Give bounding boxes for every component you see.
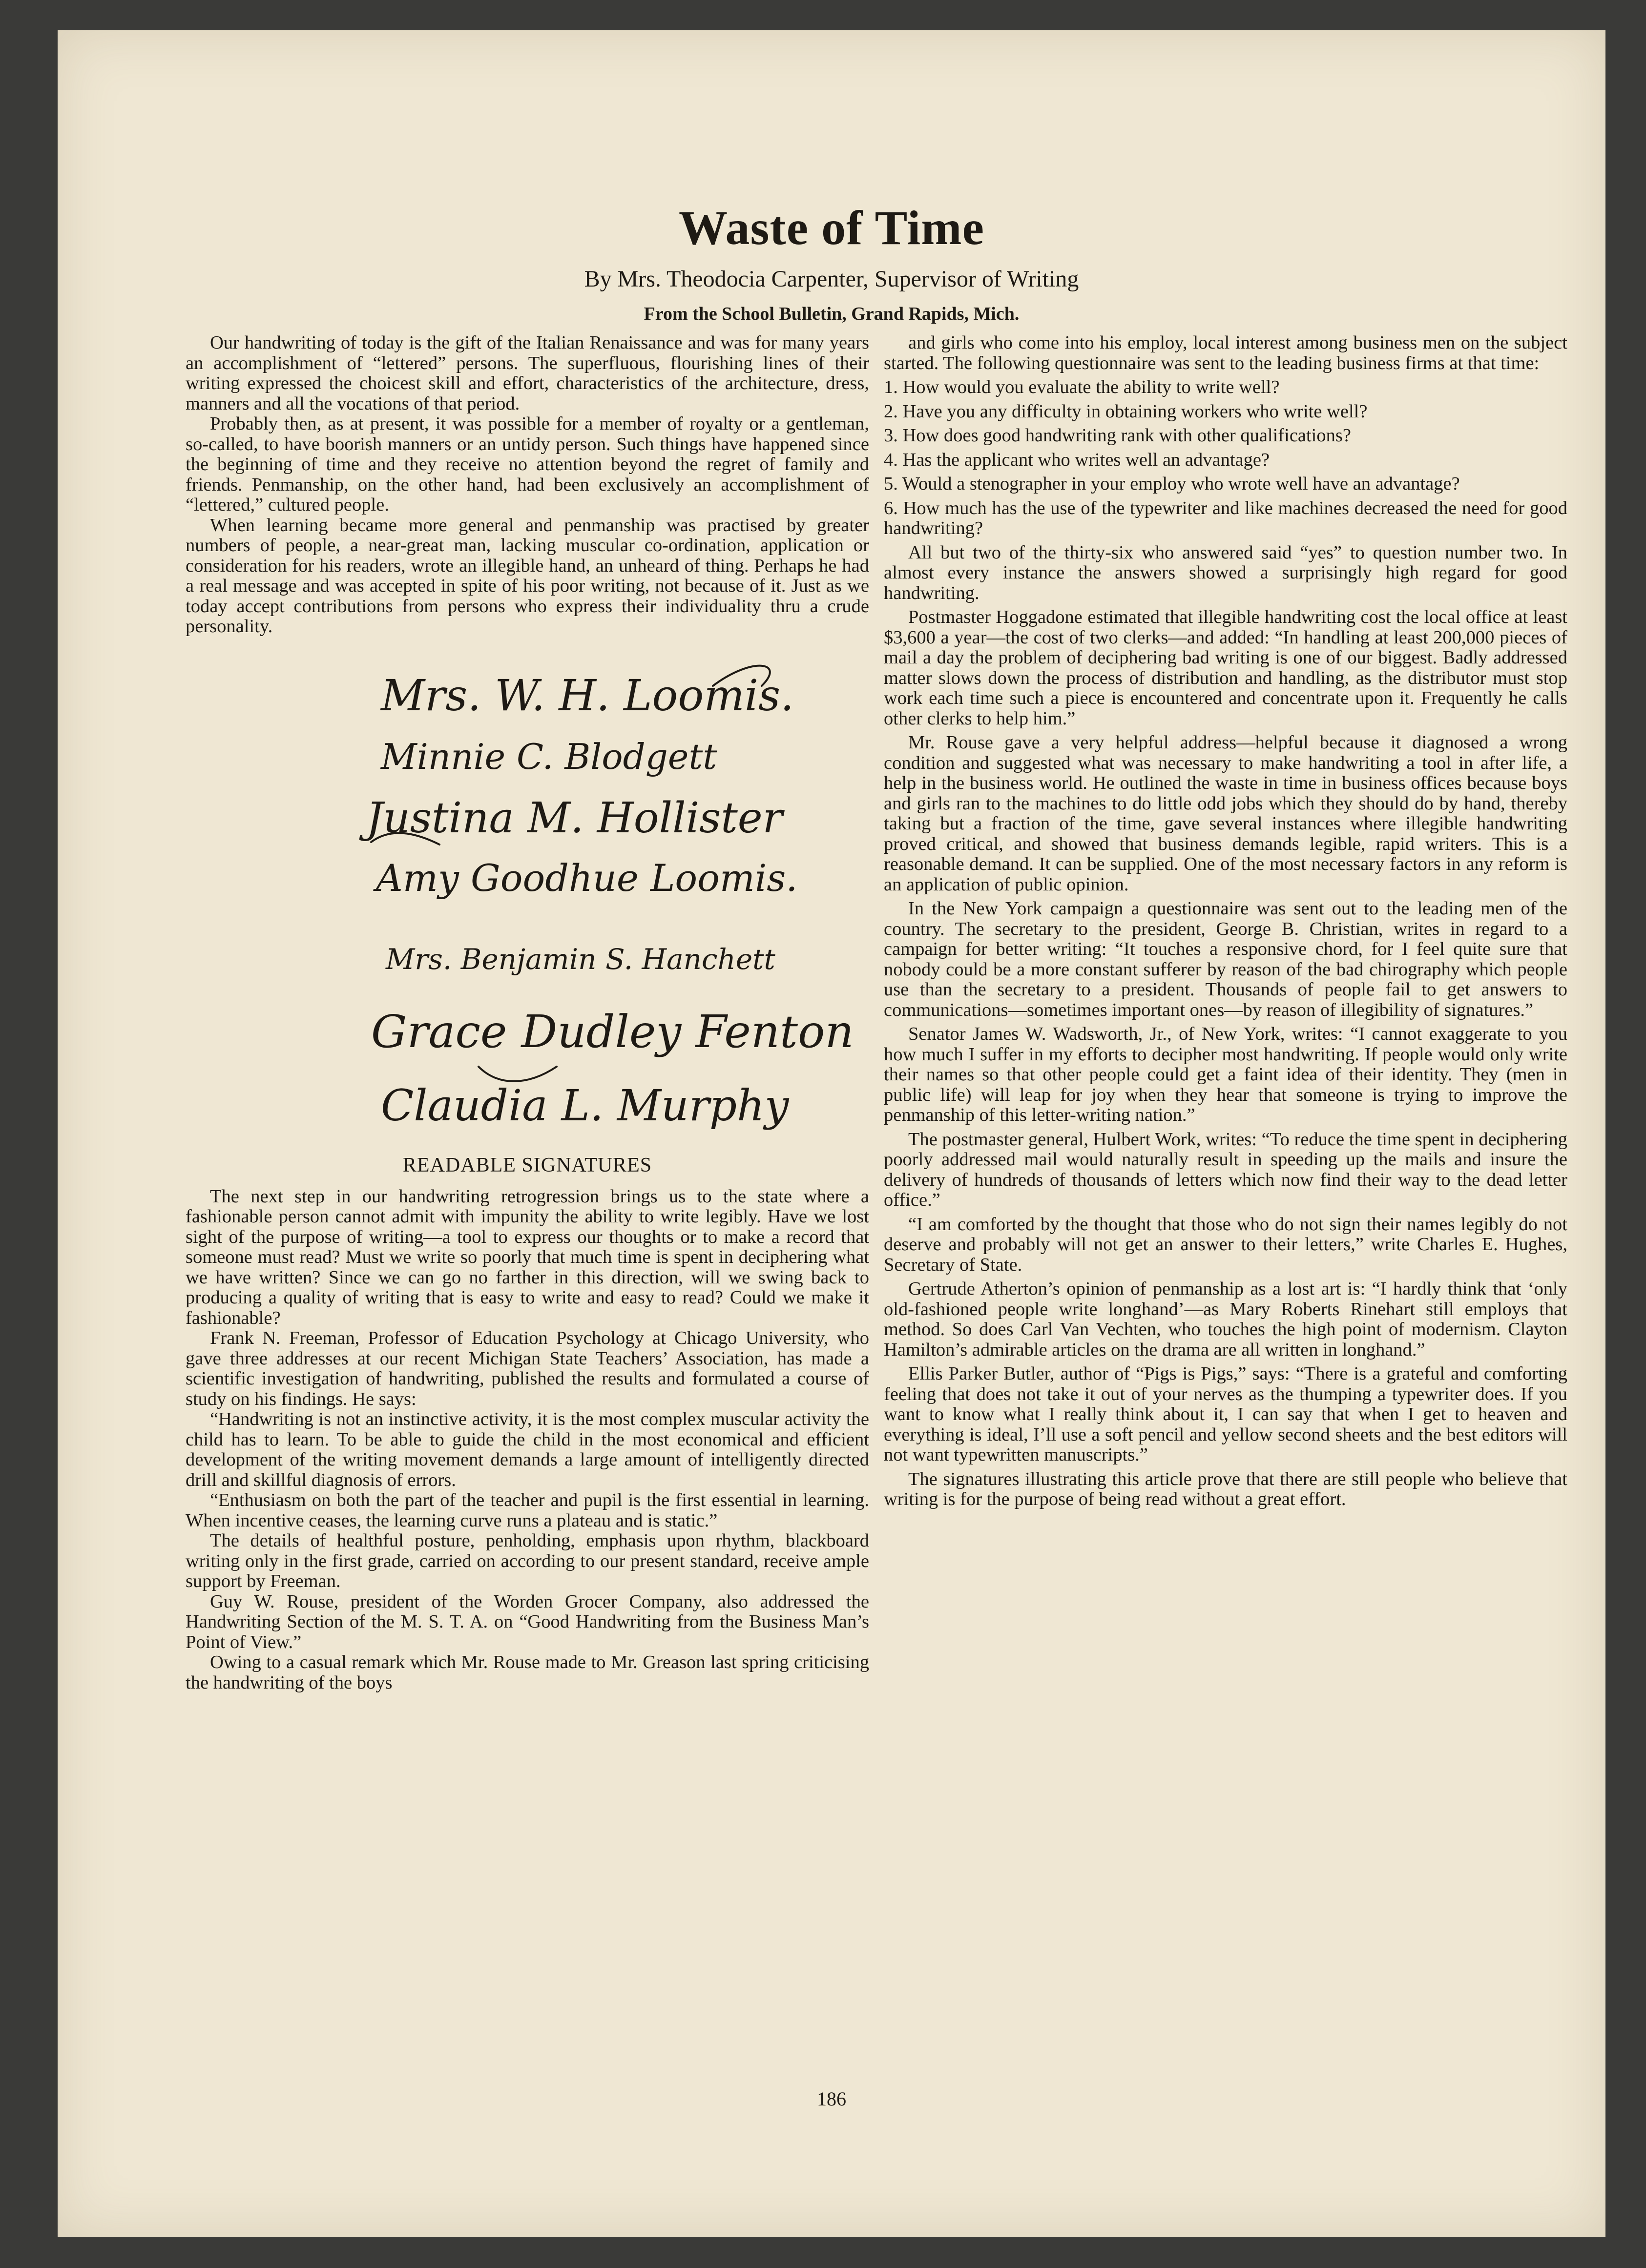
question-item: 3. How does good handwriting rank with other qualifications? bbox=[884, 425, 1351, 446]
paragraph: When learning became more general and penmanship was practised by greater numbers of people, a near-great man, lacking muscular co-ordination, application or consideration for his readers, wrote an illegible hand, an unheard of thing. Perhaps he had a real message and was accepted in spite of his poor writing, not because of it. Just as we today accept contributions from persons who express their individuality thru a crude personality. bbox=[186, 515, 869, 637]
paragraph: Postmaster Hoggadone estimated that illegible handwriting cost the local office at least $3,600 a year—the cost of two clerks—and added: “In handling at least 200,000 pieces of mail a day the problem of deciphering bad writing is one of our biggest. Badly addressed matter slows down the process of distribution and handling, as the distributor must stop work each time such a piece is encountered and concentrate upon it. Frequently he calls other clerks to help him.” bbox=[884, 607, 1567, 729]
signatures-svg bbox=[186, 657, 869, 1150]
paragraph: “Enthusiasm on both the part of the teacher and pupil is the first essential in learning. When incentive ceases, the learning curve runs a plateau and is static.” bbox=[186, 1490, 869, 1531]
paragraph: All but two of the thirty-six who answered said “yes” to question number two. In almost every instance the answers showed a surprisingly high regard for good handwriting. bbox=[884, 542, 1567, 603]
left-column bbox=[186, 333, 869, 1693]
signature: Amy Goodhue Loomis. bbox=[376, 856, 798, 900]
paragraph: In the New York campaign a questionnaire was sent out to the leading men of the country. The secretary to the president, George B. Christian, writes in regard to a campaign for better writing: “It touches a responsive chord, for I feel quite sure that nobody could be a more constant sufferer by reason of the bad chirography which people use than the secretary to a president. Thousands of people fail to get answers to communications—sometimes important ones—by reason of illegibility of signatures.” bbox=[884, 898, 1567, 1020]
article-header bbox=[58, 201, 1605, 326]
paragraph: Senator James W. Wadsworth, Jr., of New York, writes: “I cannot exaggerate to you how much I suffer in my efforts to decipher most handwriting. If people would only write their names so that other people could get a faint idea of their identity. They (men in public life) will leap for joy when they hear that someone is trying to improve the penmanship of this letter-writing nation.” bbox=[884, 1024, 1567, 1125]
paragraph: The next step in our handwriting retrogression brings us to the state where a fashionable person cannot admit with impunity the ability to write legibly. Have we lost sight of the purpose of writing—a tool to express our thoughts or to make a record that someone must read? Must we write so poorly that much time is spent in deciphering what we have written? Since we can go no farther in this direction, will we swing back to producing a quality of writing that is easy to write and easy to read? Could we make it fashionable? bbox=[186, 1186, 869, 1328]
signatures-illustration bbox=[186, 657, 869, 1150]
signatures-caption: READABLE SIGNATURES bbox=[402, 1154, 652, 1176]
paragraph: Probably then, as at present, it was possible for a member of royalty or a gentleman, so-called, to have boorish manners or an untidy person. Such things have happened since the beginning of time and they receive no attention beyond the regret of family and friends. Penmanship, on the other hand, had been exclusively an accomplishment of “lettered,” cultured people. bbox=[186, 413, 869, 515]
question-item: 4. Has the applicant who writes well an advantage? bbox=[884, 449, 1270, 470]
paragraph: and girls who come into his employ, local interest among business men on the subject started. The following questionnaire was sent to the leading business firms at that time: bbox=[884, 332, 1567, 373]
paragraph: Gertrude Atherton’s opinion of penmanship as a lost art is: “I hardly think that ‘only old-fashioned people write longhand’—as Mary Roberts Rinehart still employs that method. So does Carl Van Vechten, who touches the high point of modernism. Clayton Hamilton’s admirable articles on the drama are all written in longhand.” bbox=[884, 1278, 1567, 1360]
signature: Claudia L. Murphy bbox=[381, 1080, 789, 1131]
signature: Minnie C. Blodgett bbox=[381, 736, 717, 777]
question-item: 1. How would you evaluate the ability to write well? bbox=[884, 377, 1280, 397]
paragraph: Ellis Parker Butler, author of “Pigs is Pigs,” says: “There is a grateful and comforting feeling that does not take it out of your nerves as the thumping a typewriter does. If you want to know what I really think about it, I can say that when I get to heaven and everything is ideal, I’ll use a soft pencil and yellow second sheets and the best editors will not want typewritten manuscripts.” bbox=[884, 1363, 1567, 1465]
right-column bbox=[884, 333, 1567, 1510]
paragraph: Owing to a casual remark which Mr. Rouse made to Mr. Greason last spring criticising the handwriting of the boys bbox=[186, 1652, 869, 1693]
article-source: From the School Bulletin, Grand Rapids, Mich. bbox=[644, 304, 1020, 324]
signature: Justina M. Hollister bbox=[366, 793, 783, 843]
signature: Mrs. W. H. Loomis. bbox=[381, 670, 794, 721]
paragraph: The details of healthful posture, penholding, emphasis upon rhythm, blackboard writing only in the first grade, carried on according to our present standard, receive ample support by Freeman. bbox=[186, 1530, 869, 1591]
paragraph: Our handwriting of today is the gift of the Italian Renaissance and was for many years an accomplishment of “lettered” persons. The superfluous, flourishing lines of their writing expressed the choicest skill and effort, characteristics of the architecture, dress, manners and all the vocations of that period. bbox=[186, 332, 869, 414]
question-item: 6. How much has the use of the typewriter and like machines decreased the need for good handwriting? bbox=[884, 497, 1567, 538]
article-title: Waste of Time bbox=[679, 201, 984, 255]
paragraph: “I am comforted by the thought that those who do not sign their names legibly do not deserve and probably will not get an answer to their letters,” write Charles E. Hughes, Secretary of State. bbox=[884, 1214, 1567, 1275]
question-item: 5. Would a stenographer in your employ who wrote well have an advantage? bbox=[884, 474, 1460, 494]
question-item: 2. Have you any difficulty in obtaining workers who write well? bbox=[884, 401, 1368, 422]
paragraph: Mr. Rouse gave a very helpful address—helpful because it diagnosed a wrong condition and suggested what was necessary to make handwriting a tool in after life, a help in the business world. He outlined the waste in time in business offices because boys and girls ran to the machines to do little odd jobs which they should do by hand, thereby taking but a fraction of the time, gave several instances where illegible handwriting proved critical, and showed that business demands legible, rapid writers. This is a reasonable demand. It can be supplied. One of the most necessary factors in any reform is an application of public opinion. bbox=[884, 732, 1567, 895]
page-number: 186 bbox=[817, 2088, 846, 2110]
paragraph: “Handwriting is not an instinctive activity, it is the most complex muscular activity the child has to learn. To be able to guide the child in the most economical and efficient development of the writing movement demands a large amount of intelligently directed drill and skillful diagnosis of errors. bbox=[186, 1409, 869, 1490]
paragraph: Guy W. Rouse, president of the Worden Grocer Company, also addressed the Handwriting Section of the M. S. T. A. on “Good Handwriting from the Business Man’s Point of View.” bbox=[186, 1591, 869, 1652]
paragraph: The postmaster general, Hulbert Work, writes: “To reduce the time spent in deciphering poorly addressed mail would naturally result in speeding up the mails and insure the delivery of hundreds of thousands of letters which now find their way to the dead letter office.” bbox=[884, 1129, 1567, 1210]
paragraph: The signatures illustrating this article prove that there are still people who believe that writing is for the purpose of being read without a great effort. bbox=[884, 1468, 1567, 1509]
signature: Grace Dudley Fenton bbox=[371, 1005, 854, 1058]
magazine-page bbox=[58, 30, 1605, 2237]
article-byline: By Mrs. Theodocia Carpenter, Supervisor of Writing bbox=[584, 266, 1079, 292]
signature: Mrs. Benjamin S. Hanchett bbox=[386, 942, 775, 976]
paragraph: Frank N. Freeman, Professor of Education Psychology at Chicago University, who gave three addresses at our recent Michigan State Teachers’ Association, has made a scientific investigation of handwriting, published the results and formulated a course of study on his findings. He says: bbox=[186, 1328, 869, 1409]
